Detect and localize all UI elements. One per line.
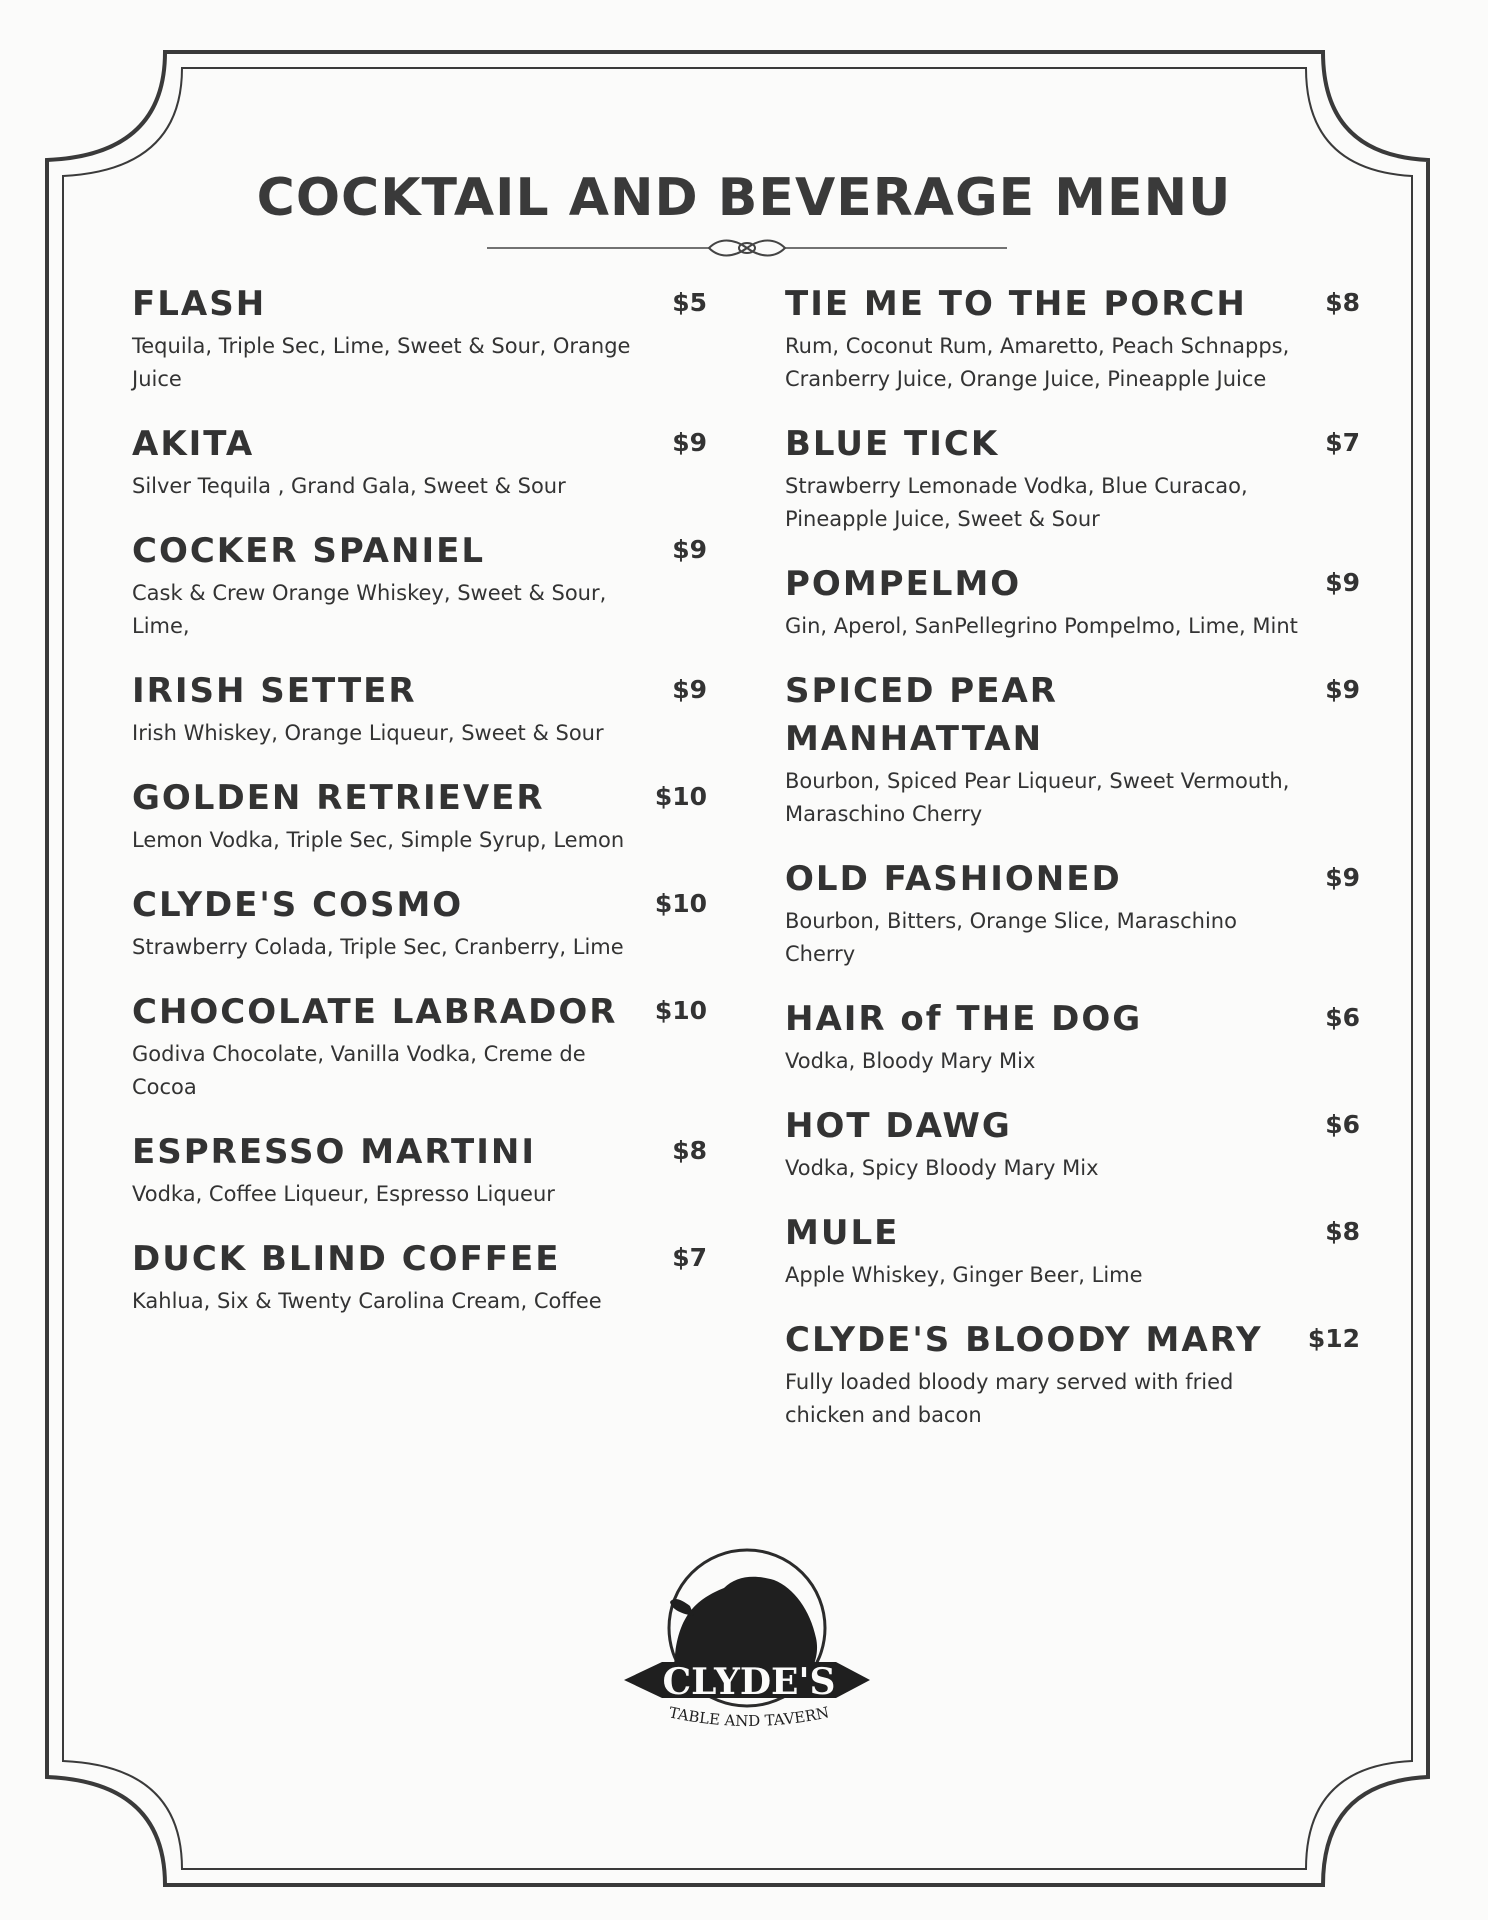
menu-item-name: HAIR of THE DOG (785, 999, 1143, 1039)
menu-item-header (132, 667, 707, 715)
menu-item (132, 280, 707, 396)
dog-logo-icon (624, 1548, 874, 1748)
menu-item-description: Bourbon, Bitters, Orange Slice, Maraschino Cherry (785, 909, 1237, 966)
menu-item-price: $8 (672, 1136, 707, 1165)
menu-item-description: Vodka, Spicy Bloody Mary Mix (785, 1156, 1099, 1180)
menu-item (785, 1316, 1360, 1432)
menu-item-header (785, 1209, 1360, 1257)
menu-item-description: Silver Tequila , Grand Gala, Sweet & Sour (132, 474, 566, 498)
menu-item-price: $10 (654, 782, 707, 811)
menu-item-name: BLUE TICK (785, 424, 1000, 464)
menu-item-price: $9 (1325, 863, 1360, 892)
menu-item-name: HOT DAWG (785, 1106, 1012, 1146)
menu-item (785, 855, 1360, 971)
menu-item-name: CHOCOLATE LABRADOR (132, 992, 618, 1032)
menu-item-price: $7 (672, 1243, 707, 1272)
menu-item-description: Cask & Crew Orange Whiskey, Sweet & Sour, Lime, (132, 581, 607, 638)
menu-item-header (785, 1102, 1360, 1150)
menu-item-header (132, 527, 707, 575)
menu-item (132, 774, 707, 857)
menu-item-description: Strawberry Colada, Triple Sec, Cranberry, Lime (132, 935, 624, 959)
menu-item-header (132, 881, 707, 929)
menu-item (132, 527, 707, 643)
menu-item-name: CLYDE'S BLOODY MARY (785, 1320, 1263, 1360)
menu-item-name: OLD FASHIONED (785, 859, 1122, 899)
menu-item-price: $7 (1325, 428, 1360, 457)
left-menu-column (132, 280, 707, 1342)
menu-item (132, 1128, 707, 1211)
menu-item-description: Godiva Chocolate, Vanilla Vodka, Creme de Cocoa (132, 1042, 586, 1099)
menu-item-name: POMPELMO (785, 564, 1022, 604)
menu-item-name: COCKER SPANIEL (132, 531, 485, 571)
right-menu-column (785, 280, 1360, 1456)
menu-item-name: IRISH SETTER (132, 671, 417, 711)
menu-item-header (785, 995, 1360, 1043)
menu-item-header (785, 420, 1360, 468)
menu-item-header (132, 420, 707, 468)
menu-item-price: $12 (1307, 1324, 1360, 1353)
flourish-divider-icon (487, 236, 1007, 260)
menu-item-description: Fully loaded bloody mary served with fried chicken and bacon (785, 1370, 1234, 1427)
menu-item-price: $10 (654, 889, 707, 918)
menu-item (785, 995, 1360, 1078)
menu-item-price: $5 (672, 288, 707, 317)
clydes-logo (624, 1548, 874, 1748)
menu-item-price: $6 (1325, 1110, 1360, 1139)
menu-item (132, 667, 707, 750)
logo-name: CLYDE'S (662, 1661, 836, 1703)
menu-item-name: CLYDE'S COSMO (132, 885, 464, 925)
menu-item (132, 1235, 707, 1318)
menu-item-description: Rum, Coconut Rum, Amaretto, Peach Schnapps, Cranberry Juice, Orange Juice, Pineapple Juice (785, 334, 1290, 391)
menu-item-price: $9 (672, 428, 707, 457)
menu-item-description: Bourbon, Spiced Pear Liqueur, Sweet Vermouth, Maraschino Cherry (785, 769, 1290, 826)
menu-item-description: Gin, Aperol, SanPellegrino Pompelmo, Lime, Mint (785, 614, 1298, 638)
menu-item-price: $6 (1325, 1003, 1360, 1032)
menu-item-description: Vodka, Bloody Mary Mix (785, 1049, 1036, 1073)
menu-item-description: Strawberry Lemonade Vodka, Blue Curacao, Pineapple Juice, Sweet & Sour (785, 474, 1248, 531)
menu-item-name: DUCK BLIND COFFEE (132, 1239, 561, 1279)
menu-item-header (785, 560, 1360, 608)
menu-item-price: $8 (1325, 288, 1360, 317)
menu-item-description: Lemon Vodka, Triple Sec, Simple Syrup, Lemon (132, 828, 625, 852)
menu-item-description: Tequila, Triple Sec, Lime, Sweet & Sour, Orange Juice (132, 334, 631, 391)
menu-title: COCKTAIL AND BEVERAGE MENU (256, 168, 1232, 228)
menu-item-description: Irish Whiskey, Orange Liqueur, Sweet & Sour (132, 721, 604, 745)
menu-item (785, 280, 1360, 396)
menu-item-description: Apple Whiskey, Ginger Beer, Lime (785, 1263, 1143, 1287)
menu-item-header (785, 1316, 1360, 1364)
menu-item-header (132, 774, 707, 822)
logo-tagline: TABLE AND TAVERN (667, 1703, 831, 1731)
menu-item (132, 420, 707, 503)
menu-item-header (132, 1235, 707, 1283)
menu-item (785, 1209, 1360, 1292)
menu-item-price: $9 (672, 675, 707, 704)
menu-item-name: GOLDEN RETRIEVER (132, 778, 545, 818)
menu-item-price: $8 (1325, 1217, 1360, 1246)
menu-item-name: TIE ME TO THE PORCH (785, 284, 1247, 324)
menu-item (785, 560, 1360, 643)
menu-item (132, 881, 707, 964)
menu-item-name: MULE (785, 1213, 900, 1253)
menu-item (132, 988, 707, 1104)
menu-item-description: Vodka, Coffee Liqueur, Espresso Liqueur (132, 1182, 555, 1206)
menu-item-name: SPICED PEAR MANHATTAN (785, 671, 1058, 759)
menu-item-price: $9 (1325, 568, 1360, 597)
menu-item-name: AKITA (132, 424, 255, 464)
menu-item-header (785, 855, 1360, 903)
menu-item-header (132, 988, 707, 1036)
menu-item (785, 420, 1360, 536)
menu-item-header (132, 1128, 707, 1176)
menu-item (785, 1102, 1360, 1185)
menu-item (785, 667, 1360, 831)
menu-item-header (785, 280, 1360, 328)
menu-item-price: $9 (672, 535, 707, 564)
menu-item-name: FLASH (132, 284, 267, 324)
menu-item-price: $10 (654, 996, 707, 1025)
menu-item-header (132, 280, 707, 328)
menu-item-name: ESPRESSO MARTINI (132, 1132, 536, 1172)
menu-item-description: Kahlua, Six & Twenty Carolina Cream, Coffee (132, 1289, 602, 1313)
menu-item-price: $9 (1325, 675, 1360, 704)
menu-item-header (785, 667, 1360, 763)
